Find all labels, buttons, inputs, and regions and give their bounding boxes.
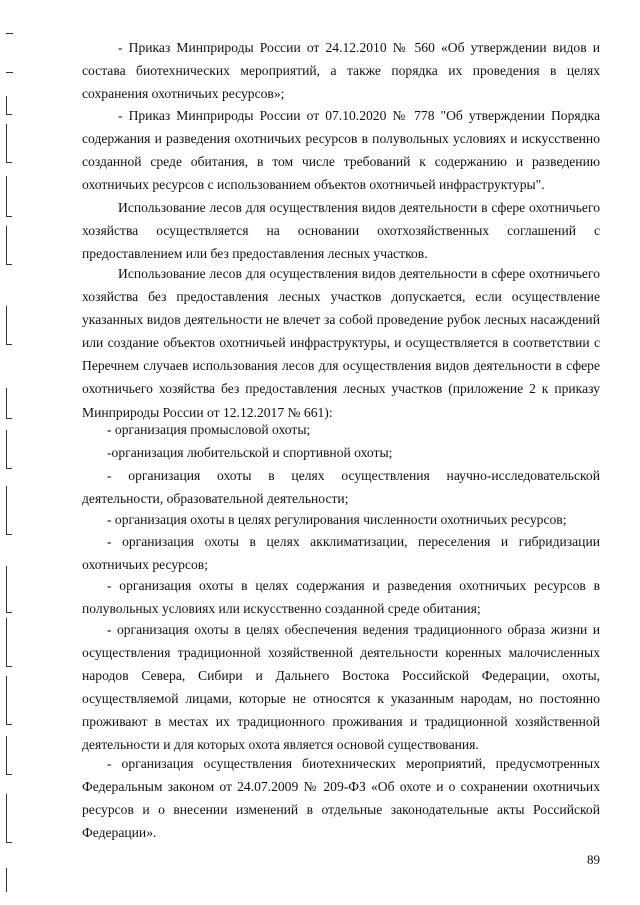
- margin-mark: [6, 430, 12, 469]
- list-item: - организация охоты в целях акклиматизации, переселения и гибридизации охотничьих ресурсов;: [82, 534, 600, 573]
- margin-mark: [6, 96, 12, 115]
- margin-mark: [6, 124, 12, 163]
- list-item: -организация любительской и спортивной охоты;: [107, 445, 393, 460]
- margin-mark: [6, 868, 7, 892]
- margin-mark: [6, 306, 12, 345]
- list-item: - организация охоты в целях содержания и разведения охотничьих ресурсов в полувольных условиях или искусственно созданной среде обитания;: [82, 578, 600, 617]
- margin-mark: [6, 388, 12, 419]
- margin-mark: [6, 486, 12, 535]
- list-item: - организация осуществления биотехнических мероприятий, предусмотренных Федеральным законом от 24.07.2009 № 209-ФЗ «Об охоте и о сохранении охотничьих ресурсов и о внесении изменений в отдельные законодательные акты Российской Федерации».: [82, 756, 600, 841]
- margin-mark: [6, 794, 12, 843]
- margin-mark: [6, 676, 12, 725]
- list-item: - организация промысловой охоты;: [107, 422, 311, 437]
- binding-margin-marks: [0, 0, 40, 905]
- paragraph: Использование лесов для осуществления видов деятельности в сфере охотничьего хозяйства осуществляется на основании охотхозяйственных соглашений с предоставлением или без предоставления лесных участков.: [82, 200, 600, 262]
- margin-mark: [6, 618, 12, 667]
- margin-mark: [6, 566, 12, 613]
- list-item: - организация охоты в целях регулирования численности охотничьих ресурсов;: [107, 512, 567, 527]
- margin-mark: [6, 736, 12, 775]
- paragraph: - Приказ Минприроды России от 24.12.2010 № 560 «Об утверждении видов и состава биотехнических мероприятий, а также порядка их проведения в целях сохранения охотничьих ресурсов»;: [82, 40, 600, 102]
- margin-mark: [6, 226, 12, 265]
- list-item: - организация охоты в целях осуществления научно-исследовательской деятельности, образовательной деятельности;: [82, 468, 600, 507]
- margin-mark: [6, 72, 13, 73]
- paragraph: - Приказ Минприроды России от 07.10.2020 № 778 "Об утверждении Порядка содержания и разведения охотничьих ресурсов в полувольных условиях и искусственно созданной среде обитания, в том числе требований к содержанию и разведению охотничьих ресурсов с использованием объектов охотничьей инфраструктуры".: [82, 108, 600, 193]
- page-number: 89: [587, 852, 600, 867]
- margin-mark: [6, 33, 13, 34]
- paragraph: Использование лесов для осуществления видов деятельности в сфере охотничьего хозяйства без предоставления лесных участков допускается, если осуществление указанных видов деятельности не влечет за собой проведение рубок лесных насаждений или создание объектов охотничьей инфраструктуры, и осуществляется в соответствии с Перечнем случаев использования лесов для осуществления видов деятельности в сфере охотничьего хозяйства без предоставления лесных участков (приложение 2 к приказу Минприроды России от 12.12.2017 № 661):: [82, 266, 600, 420]
- margin-mark: [6, 176, 12, 217]
- list-item: - организация охоты в целях обеспечения ведения традиционного образа жизни и осуществления традиционной хозяйственной деятельности коренных малочисленных народов Севера, Сибири и Дальнего Востока Российской Федерации, охоты, осуществляемой лицами, которые не относятся к указанным народам, но постоянно проживают в местах их традиционного проживания и традиционной хозяйственной деятельности и для которых охота является основой существования.: [82, 622, 600, 753]
